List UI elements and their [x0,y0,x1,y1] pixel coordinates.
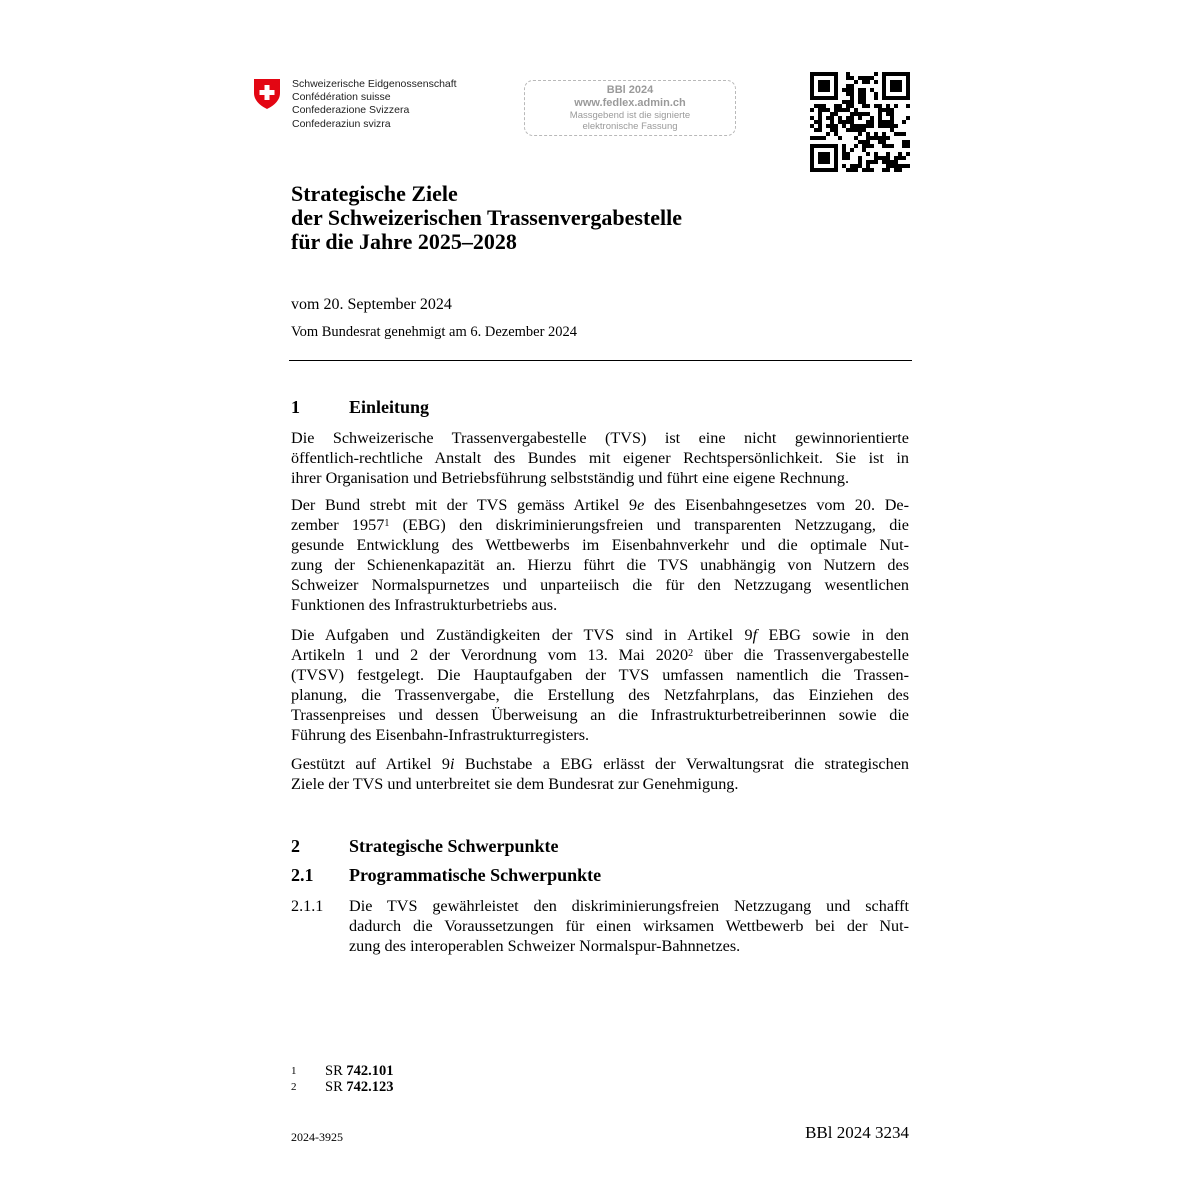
text-line: zember 1957$^1$ (EBG) den diskriminierungsfreien und transparenten Netzzugang, die [291,516,909,534]
footnote-link[interactable]: 742.123 [346,1079,394,1095]
title-line-3: für die Jahre 2025–2028 [291,229,517,254]
text-line: (TVSV) festgelegt. Die Hauptaufgaben der TVS umfassen namentlich die Trassen- [291,666,909,684]
text-line: dadurch die Voraussetzungen für einen wirksamen Wettbewerb bei der Nut- [349,917,909,935]
text-line: gesunde Entwicklung des Wettbewerbs im Eisenbahnverkehr und die optimale Nut- [291,536,909,554]
paragraph-3 [291,625,909,745]
text-line: Führung des Eisenbahn-Infrastrukturregisters. [291,726,590,744]
text-line: Trassenpreises und dessen Überweisung an die Infrastrukturbetreiberinnen sowie die [291,706,909,724]
section-2-title: Strategische Schwerpunkte [349,836,559,856]
footnote-1: 1 SR 742.101 [291,1063,394,1079]
text-line: Ziele der TVS und unterbreitet sie dem Bundesrat zur Genehmigung. [291,775,739,793]
section-2-1-number: 2.1 [291,865,314,885]
footnote-link[interactable]: 742.101 [346,1063,394,1079]
item-2-1-1-number: 2.1.1 [291,897,324,915]
text-line: Artikeln 1 und 2 der Verordnung vom 13. Mai 2020$^2$ über die Trassenvergabestelle [291,646,909,664]
stamp-note-1: Massgebend ist die signierte [569,110,691,121]
stamp-note-2: elektronische Fassung [582,121,678,132]
text-line: zung der Schienenkapazität an. Hierzu führt die TVS unabhängig von Nutzern des [291,556,909,574]
footnote-2: 2 SR 742.123 [291,1079,394,1095]
fedlex-stamp [524,80,736,136]
confederation-line-fr: Confédération suisse [292,91,391,104]
section-2-1-title: Programmatische Schwerpunkte [349,865,602,885]
text-line: ihrer Organisation und Betriebsführung selbstständig und führt eine eigene Rechnung. [291,469,850,487]
document-title [291,182,682,254]
paragraph-2 [291,495,909,615]
footnote-number: 1 [291,1065,297,1077]
approval-note: Vom Bundesrat genehmigt am 6. Dezember 2024 [291,324,578,340]
text-line: planung, die Trassenvergabe, die Erstellung des Netzfahrplans, das Einziehen des [291,686,909,704]
confederation-line-it: Confederazione Svizzera [292,104,410,117]
text-line: Schweizer Normalspurnetzes und unparteiisch die für den Netzzugang wesentlichen [291,576,909,594]
section-1-title: Einleitung [349,397,430,417]
text-line: Die Schweizerische Trassenvergabestelle (TVS) ist eine nicht gewinnorientierte [291,429,909,447]
section-1-number: 1 [291,397,300,417]
confederation-line-rm: Confederaziun svizra [292,117,391,130]
title-divider [289,360,912,361]
title-line-1: Strategische Ziele [291,181,458,206]
qr-code-icon [810,72,910,172]
text-line: Die Aufgaben und Zuständigkeiten der TVS sind in Artikel 9f EBG sowie in den [291,626,910,644]
section-2-number: 2 [291,836,300,856]
document-date: vom 20. September 2024 [291,296,452,313]
confederation-line-de: Schweizerische Eidgenossenschaft [292,78,457,90]
text-line: Der Bund strebt mit der TVS gemäss Artikel 9e des Eisenbahngesetzes vom 20. De- [291,496,910,514]
text-line: zung des interoperablen Schweizer Normalspur-Bahnnetzes. [349,937,741,955]
title-line-2: der Schweizerischen Trassenvergabestelle [291,205,683,230]
paragraph-1 [291,428,909,488]
text-line: Funktionen des Infrastrukturbetriebs aus. [291,596,558,614]
footnote-ref-2[interactable]: 2 [688,648,694,659]
document-id: 2024-3925 [291,1130,343,1144]
swiss-coat-of-arms-icon [253,78,281,110]
page-reference: BBl 2024 3234 [805,1123,909,1142]
stamp-publication: BBl 2024 [606,84,654,96]
text-line: öffentlich-rechtliche Anstalt des Bundes mit eigener Rechtspersönlichkeit. Sie ist in [291,449,909,467]
stamp-url[interactable]: www.fedlex.admin.ch [574,97,686,109]
text-line: Gestützt auf Artikel 9i Buchstabe a EBG erlässt der Verwaltungsrat die strategischen [291,755,909,773]
paragraph-4 [291,754,909,794]
footnote-number: 2 [291,1081,297,1093]
item-2-1-1-text [349,896,909,956]
text-line: Die TVS gewährleistet den diskriminierungsfreien Netzzugang und schafft [349,897,909,915]
footnote-ref-1[interactable]: 1 [384,518,390,529]
confederation-name [292,78,457,131]
